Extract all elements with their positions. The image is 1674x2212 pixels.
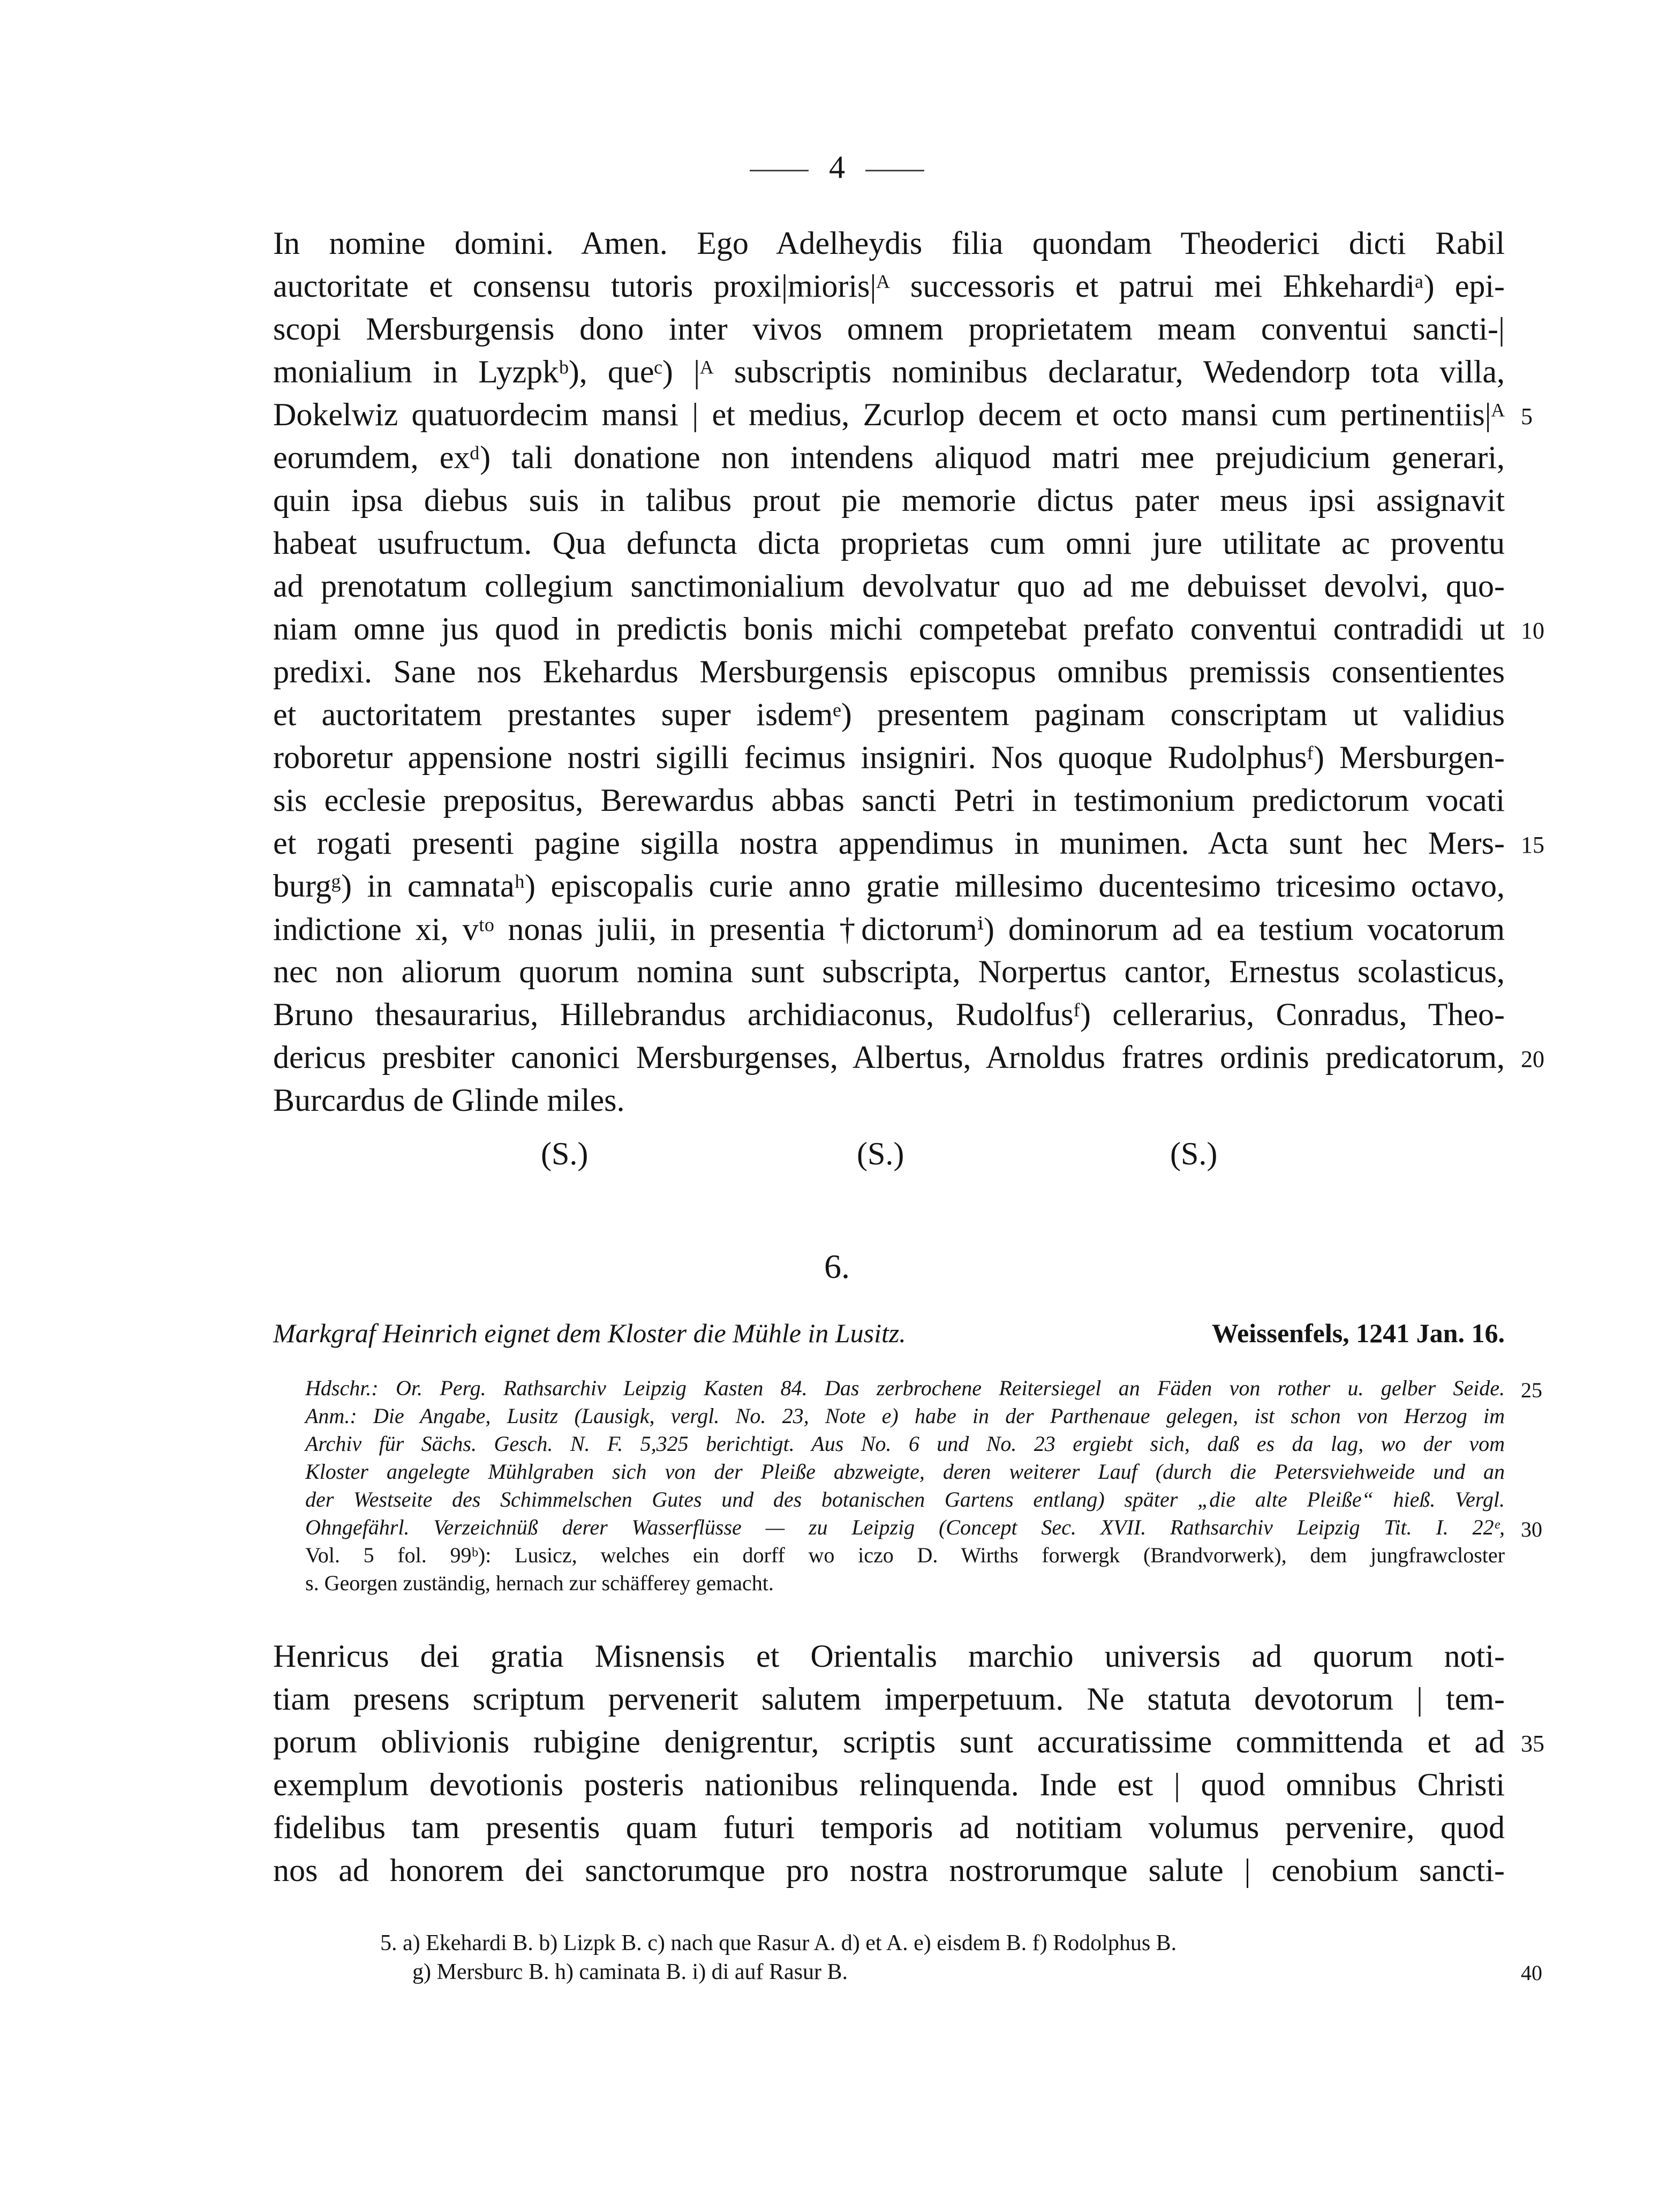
text-line: predixi. Sane nos Ekehardus Mersburgensis episcopus omnibus premissis consentientes bbox=[273, 654, 1505, 689]
text-line: Burcardus de Glinde miles. bbox=[273, 1082, 625, 1118]
text-line: In nomine domini. Amen. Ego Adelheydis filia quondam Theoderici dicti Rabil bbox=[273, 225, 1505, 261]
text-line: Bruno thesaurarius, Hillebrandus archidiaconus, Rudolfusᶠ) cellerarius, Conradus, Theo- bbox=[273, 997, 1505, 1032]
text-line: ad prenotatum collegium sanctimonialium devolvatur quo ad me debuisset devolvi, quo- bbox=[273, 568, 1505, 604]
text-line: et auctoritatem prestantes super isdemᵉ) presentem paginam conscriptam ut validius bbox=[273, 697, 1505, 732]
line-number: 10 bbox=[1521, 618, 1544, 644]
note-line: Archiv für Sächs. Gesch. N. F. 5,325 berichtigt. Aus No. 6 und No. 23 ergiebt sich, daß es da lag, wo der vom bbox=[305, 1432, 1505, 1456]
text-line: auctoritate et consensu tutoris proxi|mioris|ᴬ successoris et patrui mei Ehkehardiᵃ) epi- bbox=[273, 268, 1505, 304]
header-rule-left bbox=[750, 170, 809, 171]
text-line: niam omne jus quod in predictis bonis michi competebat prefato conventui contradidi ut bbox=[273, 611, 1505, 646]
line-number: 20 bbox=[1521, 1046, 1544, 1072]
seal-mark: (S.) bbox=[541, 1136, 589, 1171]
text-line: indictione xi, vᵗᵒ nonas julii, in presentia †dictorumⁱ) dominorum ad ea testium vocatorum bbox=[273, 912, 1505, 947]
footnote-line: g) Mersburc B. h) caminata B. i) di auf Rasur B. bbox=[412, 1960, 848, 1984]
text-line: et rogati presenti pagine sigilla nostra appendimus in munimen. Acta sunt hec Mers- bbox=[273, 825, 1505, 861]
page-number: 4 bbox=[829, 149, 845, 185]
page-header bbox=[0, 149, 1674, 186]
note-line: der Westseite des Schimmelschen Gutes und des botanischen Gartens entlang) später „die alte Pleiße“ hieß. Vergl. bbox=[305, 1487, 1505, 1511]
header-rule-right bbox=[865, 170, 924, 171]
line-number: 30 bbox=[1521, 1517, 1542, 1541]
note-line: s. Georgen zuständig, hernach zur schäfferey gemacht. bbox=[305, 1571, 774, 1595]
text-line: exemplum devotionis posteris nationibus relinquenda. Inde est | quod omnibus Christi bbox=[273, 1767, 1505, 1802]
text-line: burgᵍ) in camnataʰ) episcopalis curie anno gratie millesimo ducentesimo tricesimo octavo, bbox=[273, 868, 1505, 904]
regest-line bbox=[273, 1318, 1505, 1349]
text-line: fidelibus tam presentis quam futuri temporis ad notitiam volumus pervenire, quod bbox=[273, 1810, 1505, 1845]
seal-mark: (S.) bbox=[1170, 1136, 1218, 1171]
text-line: Dokelwiz quatuordecim mansi | et medius, Zcurlop decem et octo mansi cum pertinentiis|ᴬ bbox=[273, 397, 1505, 432]
text-line: Henricus dei gratia Misnensis et Orientalis marchio universis ad quorum noti- bbox=[273, 1638, 1505, 1674]
text-line: eorumdem, exᵈ) tali donatione non intendens aliquod matri mee prejudicium generari, bbox=[273, 440, 1505, 475]
line-number: 35 bbox=[1521, 1731, 1544, 1757]
line-number: 25 bbox=[1521, 1378, 1542, 1402]
note-line: Anm.: Die Angabe, Lusitz (Lausigk, vergl. No. 23, Note e) habe in der Parthenaue gelegen, ist schon von Herzog im bbox=[305, 1404, 1505, 1428]
line-number: 40 bbox=[1521, 1961, 1542, 1985]
footnote-line: 5. a) Ekehardi B. b) Lizpk B. c) nach que Rasur A. d) et A. e) eisdem B. f) Rodolphus B. bbox=[380, 1931, 1177, 1955]
line-number: 15 bbox=[1521, 832, 1544, 858]
text-line: habeat usufructum. Qua defuncta dicta proprietas cum omni jure utilitate ac proventu bbox=[273, 525, 1505, 561]
document-number: 6. bbox=[824, 1247, 850, 1285]
text-line: tiam presens scriptum pervenerit salutem imperpetuum. Ne statuta devotorum | tem- bbox=[273, 1681, 1505, 1717]
text-line: dericus presbiter canonici Mersburgenses, Albertus, Arnoldus fratres ordinis predicatorum, bbox=[273, 1040, 1505, 1075]
text-line: nec non aliorum quorum nomina sunt subscripta, Norpertus cantor, Ernestus scolasticus, bbox=[273, 954, 1505, 989]
text-line: porum oblivionis rubigine denigrentur, scriptis sunt accuratissime committenda et ad bbox=[273, 1724, 1505, 1759]
text-line: monialium in Lyzpkᵇ), queᶜ) |ᴬ subscriptis nominibus declaratur, Wedendorp tota villa, bbox=[273, 354, 1505, 389]
text-line: quin ipsa diebus suis in talibus prout pie memorie dictus pater meus ipsi assignavit bbox=[273, 483, 1505, 518]
text-line: sis ecclesie prepositus, Berewardus abbas sancti Petri in testimonium predictorum vocati bbox=[273, 783, 1505, 818]
regest-summary: Markgraf Heinrich eignet dem Kloster die Mühle in Lusitz. bbox=[273, 1318, 906, 1348]
line-number: 5 bbox=[1521, 403, 1533, 430]
regest-date: Weissenfels, 1241 Jan. 16. bbox=[1211, 1318, 1505, 1348]
note-line: Kloster angelegte Mühlgraben sich von der Pleiße abzweigte, deren weiterer Lauf (durch die Petersviehweide und an bbox=[305, 1459, 1505, 1484]
note-line: Vol. 5 fol. 99ᵇ): Lusicz, welches ein dorff wo iczo D. Wirths forwergk (Brandvorwerk), dem jungfrawcloster bbox=[305, 1543, 1505, 1567]
text-line: nos ad honorem dei sanctorumque pro nostra nostrorumque salute | cenobium sancti- bbox=[273, 1853, 1505, 1888]
note-line: Hdschr.: Or. Perg. Rathsarchiv Leipzig Kasten 84. Das zerbrochene Reitersiegel an Fäden von rother u. gelber Seide. bbox=[305, 1376, 1505, 1400]
text-line: roboretur appensione nostri sigilli fecimus insigniri. Nos quoque Rudolphusᶠ) Mersburgen- bbox=[273, 740, 1505, 775]
note-line: Ohngefährl. Verzeichnüß derer Wasserflüsse — zu Leipzig (Concept Sec. XVII. Rathsarchiv Leipzig Tit. I. 22ᵉ, bbox=[305, 1515, 1505, 1539]
seal-mark: (S.) bbox=[857, 1136, 904, 1171]
text-line: scopi Mersburgensis dono inter vivos omnem proprietatem meam conventui sancti-| bbox=[273, 311, 1505, 347]
